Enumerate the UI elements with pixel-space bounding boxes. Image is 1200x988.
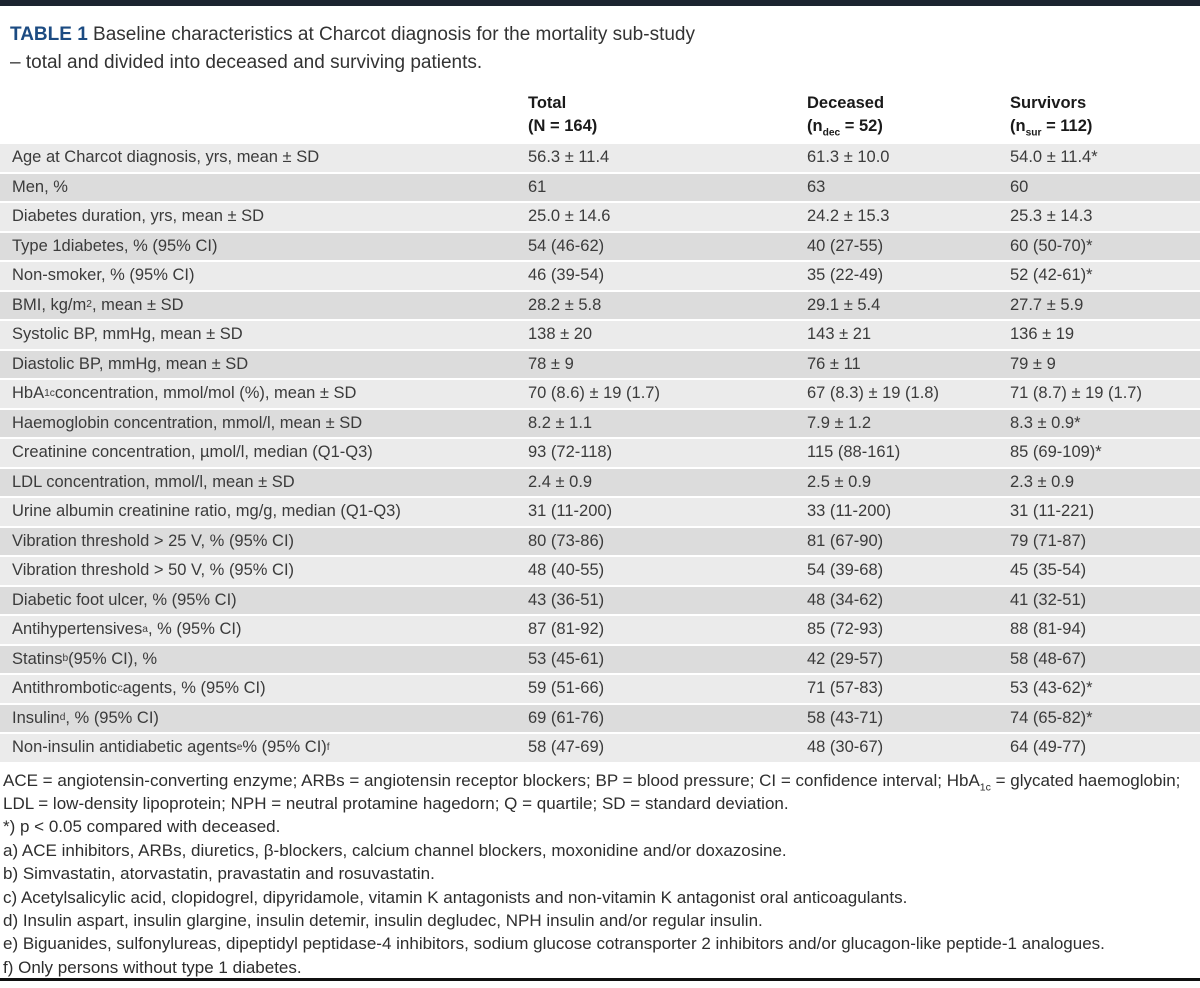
cell-deceased: 48 (30-67) bbox=[807, 738, 884, 757]
cell-survivors: 54.0 ± 11.4* bbox=[1010, 148, 1098, 167]
table-row bbox=[0, 380, 1200, 408]
row-label: Antithrombotic c agents, % (95% CI) bbox=[12, 679, 266, 698]
cell-total: 78 ± 9 bbox=[528, 354, 574, 373]
cell-survivors: 2.3 ± 0.9 bbox=[1010, 472, 1075, 491]
cell-total: 31 (11-200) bbox=[528, 502, 613, 521]
cell-deceased: 42 (29-57) bbox=[807, 649, 884, 668]
cell-total: 28.2 ± 5.8 bbox=[528, 295, 602, 314]
cell-total: 56.3 ± 11.4 bbox=[528, 148, 610, 167]
cell-total: 61 bbox=[528, 177, 547, 196]
row-label: Diabetes duration, yrs, mean ± SD bbox=[12, 207, 265, 226]
table-title-line2: – total and divided into deceased and surviving patients. bbox=[10, 52, 483, 73]
header-total-line1: Total bbox=[528, 94, 567, 112]
cell-deceased: 143 ± 21 bbox=[807, 325, 872, 344]
cell-deceased: 67 (8.3) ± 19 (1.8) bbox=[807, 384, 939, 403]
cell-total: 87 (81-92) bbox=[528, 620, 605, 639]
cell-survivors: 53 (43-62)* bbox=[1010, 679, 1093, 698]
cell-deceased: 76 ± 11 bbox=[807, 354, 861, 373]
cell-total: 2.4 ± 0.9 bbox=[528, 472, 593, 491]
cell-total: 93 (72-118) bbox=[528, 443, 613, 462]
cell-deceased: 85 (72-93) bbox=[807, 620, 884, 639]
footnote-line: d) Insulin aspart, insulin glargine, insulin detemir, insulin degludec, NPH insulin and/or regular insulin. bbox=[3, 910, 763, 930]
cell-deceased: 61.3 ± 10.0 bbox=[807, 148, 890, 167]
cell-deceased: 33 (11-200) bbox=[807, 502, 892, 521]
table-row bbox=[0, 557, 1200, 585]
cell-deceased: 71 (57-83) bbox=[807, 679, 884, 698]
cell-total: 48 (40-55) bbox=[528, 561, 605, 580]
table-row bbox=[0, 351, 1200, 379]
row-label: Age at Charcot diagnosis, yrs, mean ± SD bbox=[12, 148, 320, 167]
cell-survivors: 60 (50-70)* bbox=[1010, 236, 1093, 255]
cell-total: 54 (46-62) bbox=[528, 236, 605, 255]
table-header-row bbox=[0, 92, 1200, 144]
cell-total: 70 (8.6) ± 19 (1.7) bbox=[528, 384, 660, 403]
table-row bbox=[0, 203, 1200, 231]
cell-deceased: 2.5 ± 0.9 bbox=[807, 472, 872, 491]
footnotes bbox=[3, 769, 1196, 980]
table-row bbox=[0, 528, 1200, 556]
table-row bbox=[0, 616, 1200, 644]
cell-deceased: 63 bbox=[807, 177, 826, 196]
cell-total: 25.0 ± 14.6 bbox=[528, 207, 611, 226]
cell-survivors: 136 ± 19 bbox=[1010, 325, 1075, 344]
row-label: Haemoglobin concentration, mmol/l, mean ± SD bbox=[12, 413, 363, 432]
header-survivors-line2: $(n_{sur} = 112)$ bbox=[1010, 117, 1093, 139]
row-label: Diabetic foot ulcer, % (95% CI) bbox=[12, 590, 237, 609]
cell-survivors: 74 (65-82)* bbox=[1010, 708, 1093, 727]
footnote-line: e) Biguanides, sulfonylureas, dipeptidyl peptidase-4 inhibitors, sodium glucose cotransporter 2 inhibitors and/or glucagon-like peptide-1 analogues. bbox=[3, 934, 1105, 954]
table-row bbox=[0, 292, 1200, 320]
row-label: Vibration threshold > 50 V, % (95% CI) bbox=[12, 561, 295, 580]
cell-survivors: 31 (11-221) bbox=[1010, 502, 1095, 521]
row-label: Non-insulin antidiabetic agents e % (95% CI) f bbox=[12, 738, 330, 757]
row-label: Non-smoker, % (95% CI) bbox=[12, 266, 195, 285]
cell-total: 80 (73-86) bbox=[528, 531, 605, 550]
table-title-text: Baseline characteristics at Charcot diagnosis for the mortality sub-study bbox=[87, 24, 695, 45]
table-row bbox=[0, 646, 1200, 674]
header-total-line2: (N = 164) bbox=[528, 117, 598, 135]
row-label: Systolic BP, mmHg, mean ± SD bbox=[12, 325, 243, 344]
row-label: Statins b (95% CI), % bbox=[12, 649, 158, 668]
table-row bbox=[0, 705, 1200, 733]
table-body bbox=[0, 144, 1200, 762]
table-row bbox=[0, 469, 1200, 497]
header-empty-cell bbox=[0, 92, 528, 144]
cell-survivors: 25.3 ± 14.3 bbox=[1010, 207, 1093, 226]
footnote-line: ACE = angiotensin-converting enzyme; ARBs = angiotensin receptor blockers; BP = blood pressure; CI = confidence interval; HbA$_{1c}$ = glycated haemoglobin; bbox=[3, 770, 1181, 792]
row-label: Diastolic BP, mmHg, mean ± SD bbox=[12, 354, 249, 373]
footnote-line: *) p < 0.05 compared with deceased. bbox=[3, 817, 281, 837]
cell-survivors: 79 ± 9 bbox=[1010, 354, 1056, 373]
cell-survivors: 58 (48-67) bbox=[1010, 649, 1087, 668]
cell-total: 59 (51-66) bbox=[528, 679, 605, 698]
table-row bbox=[0, 174, 1200, 202]
bottom-rule bbox=[0, 978, 1200, 981]
cell-survivors: 41 (32-51) bbox=[1010, 590, 1087, 609]
row-label: Urine albumin creatinine ratio, mg/g, median (Q1-Q3) bbox=[12, 502, 401, 521]
header-survivors bbox=[1010, 92, 1200, 144]
table-row bbox=[0, 734, 1200, 762]
table-row bbox=[0, 321, 1200, 349]
top-rule bbox=[0, 0, 1200, 6]
cell-total: 138 ± 20 bbox=[528, 325, 593, 344]
cell-deceased: 35 (22-49) bbox=[807, 266, 884, 285]
cell-total: 58 (47-69) bbox=[528, 738, 605, 757]
cell-survivors: 60 bbox=[1010, 177, 1029, 196]
cell-total: 69 (61-76) bbox=[528, 708, 605, 727]
cell-survivors: 52 (42-61)* bbox=[1010, 266, 1093, 285]
row-label: BMI, kg/m 2 , mean ± SD bbox=[12, 295, 184, 314]
footnote-line: a) ACE inhibitors, ARBs, diuretics, β-blockers, calcium channel blockers, moxonidine and/or doxazosine. bbox=[3, 840, 787, 860]
footnote-line: c) Acetylsalicylic acid, clopidogrel, dipyridamole, vitamin K antagonists and non-vitamin K antagonist oral anticoagulants. bbox=[3, 887, 908, 907]
cell-deceased: 58 (43-71) bbox=[807, 708, 884, 727]
table-number-tag: TABLE 1 bbox=[10, 24, 88, 45]
table-title bbox=[10, 21, 1188, 77]
cell-deceased: 115 (88-161) bbox=[807, 443, 901, 462]
cell-survivors: 64 (49-77) bbox=[1010, 738, 1087, 757]
header-deceased-line1: Deceased bbox=[807, 94, 885, 112]
footnote-line: b) Simvastatin, atorvastatin, pravastatin and rosuvastatin. bbox=[3, 864, 435, 884]
table-row bbox=[0, 587, 1200, 615]
table-row bbox=[0, 498, 1200, 526]
table-row bbox=[0, 439, 1200, 467]
table-title-line1 bbox=[10, 21, 1188, 49]
cell-deceased: 40 (27-55) bbox=[807, 236, 884, 255]
table-row bbox=[0, 233, 1200, 261]
row-label: Antihypertensives a , % (95% CI) bbox=[12, 620, 242, 639]
header-deceased bbox=[807, 92, 1010, 144]
cell-survivors: 8.3 ± 0.9* bbox=[1010, 413, 1081, 432]
table-row bbox=[0, 675, 1200, 703]
table-row bbox=[0, 410, 1200, 438]
table-row bbox=[0, 262, 1200, 290]
cell-total: 8.2 ± 1.1 bbox=[528, 413, 593, 432]
cell-deceased: 81 (67-90) bbox=[807, 531, 884, 550]
header-survivors-line1: Survivors bbox=[1010, 94, 1087, 112]
footnote-line: LDL = low-density lipoprotein; NPH = neutral protamine hagedorn; Q = quartile; SD = standard deviation. bbox=[3, 793, 789, 813]
cell-total: 53 (45-61) bbox=[528, 649, 605, 668]
header-deceased-line2: $(n_{dec} = 52)$ bbox=[807, 117, 883, 139]
cell-deceased: 24.2 ± 15.3 bbox=[807, 207, 890, 226]
cell-survivors: 71 (8.7) ± 19 (1.7) bbox=[1010, 384, 1142, 403]
cell-survivors: 27.7 ± 5.9 bbox=[1010, 295, 1084, 314]
row-label: LDL concentration, mmol/l, mean ± SD bbox=[12, 472, 295, 491]
row-label: Vibration threshold > 25 V, % (95% CI) bbox=[12, 531, 295, 550]
table-row bbox=[0, 144, 1200, 172]
row-label: Men, % bbox=[12, 177, 68, 196]
row-label: Insulin d , % (95% CI) bbox=[12, 708, 159, 727]
cell-deceased: 29.1 ± 5.4 bbox=[807, 295, 881, 314]
row-label: Creatinine concentration, µmol/l, median (Q1-Q3) bbox=[12, 443, 373, 462]
cell-deceased: 48 (34-62) bbox=[807, 590, 884, 609]
header-total bbox=[528, 92, 807, 144]
cell-survivors: 85 (69-109)* bbox=[1010, 443, 1102, 462]
cell-total: 46 (39-54) bbox=[528, 266, 605, 285]
cell-deceased: 54 (39-68) bbox=[807, 561, 884, 580]
cell-survivors: 88 (81-94) bbox=[1010, 620, 1087, 639]
footnote-line: f) Only persons without type 1 diabetes. bbox=[3, 957, 302, 977]
cell-deceased: 7.9 ± 1.2 bbox=[807, 413, 872, 432]
cell-total: 43 (36-51) bbox=[528, 590, 605, 609]
row-label: HbA 1c concentration, mmol/mol (%), mean ± SD bbox=[12, 384, 357, 403]
cell-survivors: 45 (35-54) bbox=[1010, 561, 1087, 580]
row-label: Type 1diabetes, % (95% CI) bbox=[12, 236, 218, 255]
cell-survivors: 79 (71-87) bbox=[1010, 531, 1087, 550]
